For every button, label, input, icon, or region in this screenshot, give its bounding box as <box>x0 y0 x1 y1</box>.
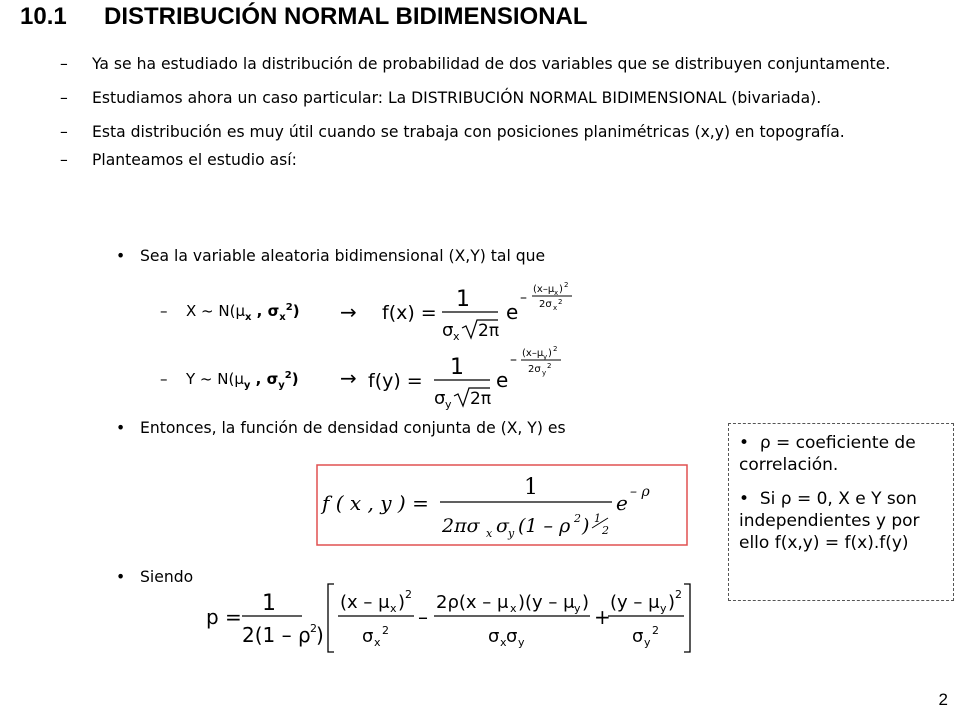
sub-bullet-1 <box>116 246 546 266</box>
svg-text:–: – <box>510 352 517 368</box>
main-bullet-list <box>60 54 952 184</box>
page-number: 2 <box>938 690 948 709</box>
svg-text:σ: σ <box>362 626 374 647</box>
svg-text:2: 2 <box>574 512 581 525</box>
svg-text:(x – μ: (x – μ <box>340 592 390 613</box>
slide-title <box>20 3 588 31</box>
svg-text:1: 1 <box>456 287 470 312</box>
bullet-text: Estudiamos ahora un caso particular: La DISTRIBUCIÓN NORMAL BIDIMENSIONAL (bivariada). <box>92 89 822 107</box>
svg-text:f(y) =: f(y) = <box>368 370 423 392</box>
svg-text:2: 2 <box>602 524 609 537</box>
sub-bullet-2 <box>116 418 566 438</box>
dot-marker: • <box>739 433 750 453</box>
svg-text:y: y <box>508 527 515 540</box>
svg-text:e: e <box>506 300 519 324</box>
svg-text:y: y <box>660 602 667 615</box>
svg-text:2: 2 <box>558 298 563 306</box>
svg-text:2π: 2π <box>470 389 492 409</box>
svg-text:(y – μ: (y – μ <box>610 592 660 613</box>
y-distribution-label: – Y ~ $N(\mu_y$ , $\sigma_y^2$) <box>160 370 299 391</box>
svg-text:2: 2 <box>564 281 569 289</box>
bullet-item-4 <box>60 150 952 170</box>
svg-text:y: y <box>518 636 525 649</box>
svg-text:e: e <box>616 491 628 515</box>
bullet-item-3 <box>60 122 952 142</box>
svg-text:y: y <box>543 353 548 361</box>
svg-text:σ: σ <box>496 515 509 537</box>
dash-marker: – <box>160 370 168 388</box>
dash-marker: – <box>60 89 68 107</box>
svg-text:1: 1 <box>524 475 538 500</box>
svg-text:x: x <box>553 304 558 312</box>
joint-density-formula <box>316 464 688 546</box>
svg-text:+: + <box>594 605 611 629</box>
fy-formula <box>366 342 576 414</box>
svg-text:σ: σ <box>434 388 446 409</box>
title-text: DISTRIBUCIÓN NORMAL BIDIMENSIONAL <box>104 3 588 30</box>
svg-text:): ) <box>559 284 563 295</box>
bullet-item-2 <box>60 88 952 108</box>
bullet-text: Planteamos el estudio así: <box>92 151 297 169</box>
note-item-1 <box>739 432 947 476</box>
sub-bullet-3 <box>116 567 194 587</box>
svg-text:2: 2 <box>553 345 558 353</box>
svg-text:(x–μ: (x–μ <box>522 348 544 359</box>
svg-text:e: e <box>496 368 509 392</box>
svg-text:2: 2 <box>652 624 659 637</box>
svg-text:2πσ: 2πσ <box>442 515 480 537</box>
svg-text:x: x <box>390 602 397 615</box>
correlation-note-box <box>728 423 954 601</box>
svg-text:): ) <box>398 592 406 613</box>
svg-text:f(x) =: f(x) = <box>382 302 437 324</box>
svg-text:(1 – ρ: (1 – ρ <box>518 515 571 537</box>
x-distribution-label: – X ~ $N(\mu_x$ , $\sigma_x^2$) <box>160 302 300 323</box>
svg-text:2ρ(x – μ: 2ρ(x – μ <box>436 592 509 613</box>
svg-text:σ: σ <box>442 320 454 341</box>
dot-marker: • <box>116 419 126 437</box>
note-item-2 <box>739 488 947 554</box>
svg-text:2: 2 <box>675 588 682 601</box>
svg-text:x: x <box>554 289 559 297</box>
svg-text:x: x <box>486 527 493 540</box>
section-number: 10.1 <box>20 3 67 30</box>
svg-text:y: y <box>445 398 452 411</box>
bullet-text: Ya se ha estudiado la distribución de probabilidad de dos variables que se distribuyen conjuntamente. <box>92 55 891 73</box>
svg-text:σ: σ <box>488 626 500 647</box>
svg-text:σ: σ <box>506 626 518 647</box>
svg-text:2(1 – ρ: 2(1 – ρ <box>242 623 311 647</box>
note-text: ρ = coeficiente de correlación. <box>739 433 916 475</box>
svg-text:2σ: 2σ <box>539 299 552 310</box>
svg-text:): ) <box>548 348 552 359</box>
svg-text:y: y <box>574 602 581 615</box>
svg-text:): ) <box>582 592 590 613</box>
svg-text:2: 2 <box>547 362 552 370</box>
svg-text:x: x <box>374 636 381 649</box>
dash-marker: – <box>60 151 68 169</box>
svg-text:y: y <box>542 369 547 377</box>
dash-marker: – <box>60 123 68 141</box>
dash-marker: – <box>60 55 68 73</box>
p-formula <box>204 578 694 660</box>
svg-text:): ) <box>668 592 676 613</box>
svg-text:–: – <box>418 605 428 629</box>
dash-marker: – <box>160 302 168 320</box>
note-text: Si ρ = 0, X e Y son independientes y por ello f(x,y) = f(x).f(y) <box>739 489 920 553</box>
svg-text:2σ: 2σ <box>528 364 541 375</box>
dot-marker: • <box>116 568 126 586</box>
bullet-item-1 <box>60 54 952 74</box>
svg-text:): ) <box>316 623 324 647</box>
arrow-icon: → <box>340 300 357 324</box>
svg-text:1: 1 <box>262 591 276 616</box>
svg-text:2: 2 <box>405 588 412 601</box>
sub-bullet-text: Sea la variable aleatoria bidimensional (X,Y) tal que <box>140 247 546 265</box>
svg-text:x: x <box>500 636 507 649</box>
svg-text:(x–μ: (x–μ <box>533 284 555 295</box>
svg-text:1: 1 <box>594 512 601 525</box>
sub-bullet-text: Siendo <box>140 568 194 586</box>
svg-text:y: y <box>644 636 651 649</box>
svg-text:2π: 2π <box>478 321 500 341</box>
bullet-text: Esta distribución es muy útil cuando se trabaja con posiciones planimétricas (x,y) en topografía. <box>92 123 845 141</box>
svg-text:1: 1 <box>450 355 464 380</box>
svg-text:p =: p = <box>206 605 242 629</box>
svg-text:σ: σ <box>632 626 644 647</box>
svg-text:2: 2 <box>310 622 317 635</box>
svg-text:2: 2 <box>382 624 389 637</box>
svg-text:x: x <box>510 602 517 615</box>
svg-text:): ) <box>582 515 590 537</box>
dot-marker: • <box>739 489 750 509</box>
sub-bullet-text: Entonces, la función de densidad conjunta de (X, Y) es <box>140 419 566 437</box>
svg-text:x: x <box>453 330 460 343</box>
svg-text:)(y – μ: )(y – μ <box>518 592 575 613</box>
svg-text:f ( x , y ) =: f ( x , y ) = <box>322 491 429 515</box>
dot-marker: • <box>116 247 126 265</box>
svg-text:– ρ: – ρ <box>630 484 650 500</box>
svg-text:–: – <box>520 290 527 306</box>
arrow-icon: → <box>340 366 357 390</box>
fx-formula <box>380 276 590 346</box>
